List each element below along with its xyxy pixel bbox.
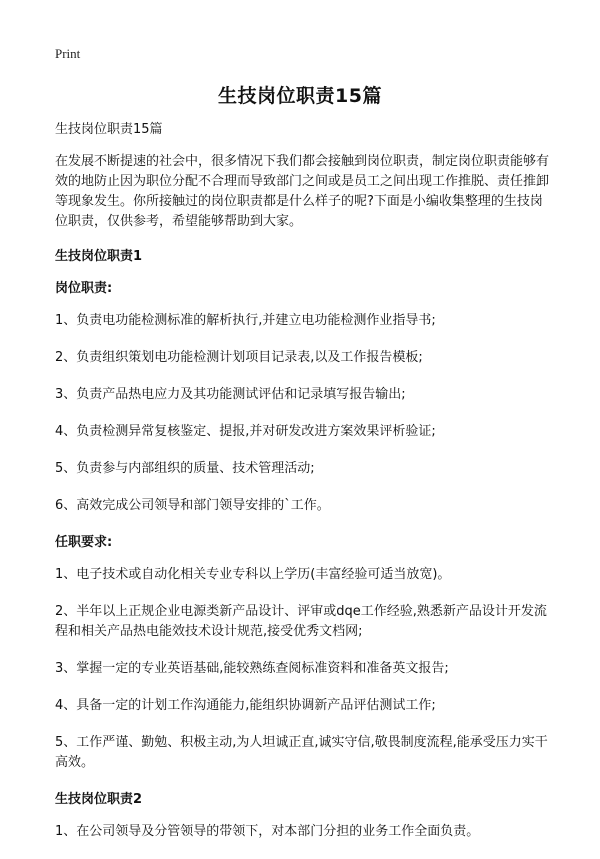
section2-heading: 生技岗位职责2 — [55, 792, 143, 807]
duty-item: 6、高效完成公司领导和部门领导安排的`工作。 — [55, 498, 330, 513]
requirement-item: 5、工作严谨、勤勉、积极主动,为人坦诚正直,诚实守信,敬畏制度流程,能承受压力实干高效。 — [55, 735, 548, 770]
document-body — [55, 120, 555, 859]
requirement-item: 3、掌握一定的专业英语基础,能较熟练查阅标准资料和准备英文报告; — [55, 661, 449, 676]
duty-item: 5、负责参与内部组织的质量、技术管理活动; — [55, 461, 315, 476]
duty-item: 1、负责电功能检测标准的解析执行,并建立电功能检测作业指导书; — [55, 313, 436, 328]
duty-item: 3、负责产品热电应力及其功能测试评估和记录填写报告输出; — [55, 387, 406, 402]
section1-heading: 生技岗位职责1 — [55, 249, 143, 264]
requirement-item: 4、具备一定的计划工作沟通能力,能组织协调新产品评估测试工作; — [55, 698, 436, 713]
section2-item: 1、在公司领导及分管领导的带领下，对本部门分担的业务工作全面负责。 — [55, 824, 480, 839]
duty-item: 4、负责检测异常复核鉴定、提报,并对研发改进方案效果评析验证; — [55, 424, 436, 439]
intro-paragraph: 在发展不断提速的社会中，很多情况下我们都会接触到岗位职责，制定岗位职责能够有效的地防止因为职位分配不合理而导致部门之间或是员工之间出现工作推脱、责任推卸等现象发生。你所接触过的岗位职责都是什么样子的呢?下面是小编收集整理的生技岗位职责，仅供参考，希望能够帮助到大家。 — [55, 154, 550, 229]
document-subtitle: 生技岗位职责15篇 — [55, 122, 163, 137]
page-title: 生技岗位职责15篇 — [218, 85, 382, 107]
requirement-item: 2、半年以上正规企业电源类新产品设计、评审或dqe工作经验,熟悉新产品设计开发流程和相关产品热电能效技术设计规范,接受优秀文档网; — [55, 604, 547, 639]
duty-item: 2、负责组织策划电功能检测计划项目记录表,以及工作报告模板; — [55, 350, 423, 365]
requirements-heading: 任职要求: — [55, 535, 113, 550]
duties-heading: 岗位职责: — [55, 281, 113, 296]
requirement-item: 1、电子技术或自动化相关专业专科以上学历(丰富经验可适当放宽)。 — [55, 567, 451, 582]
print-label: Print — [55, 46, 81, 61]
